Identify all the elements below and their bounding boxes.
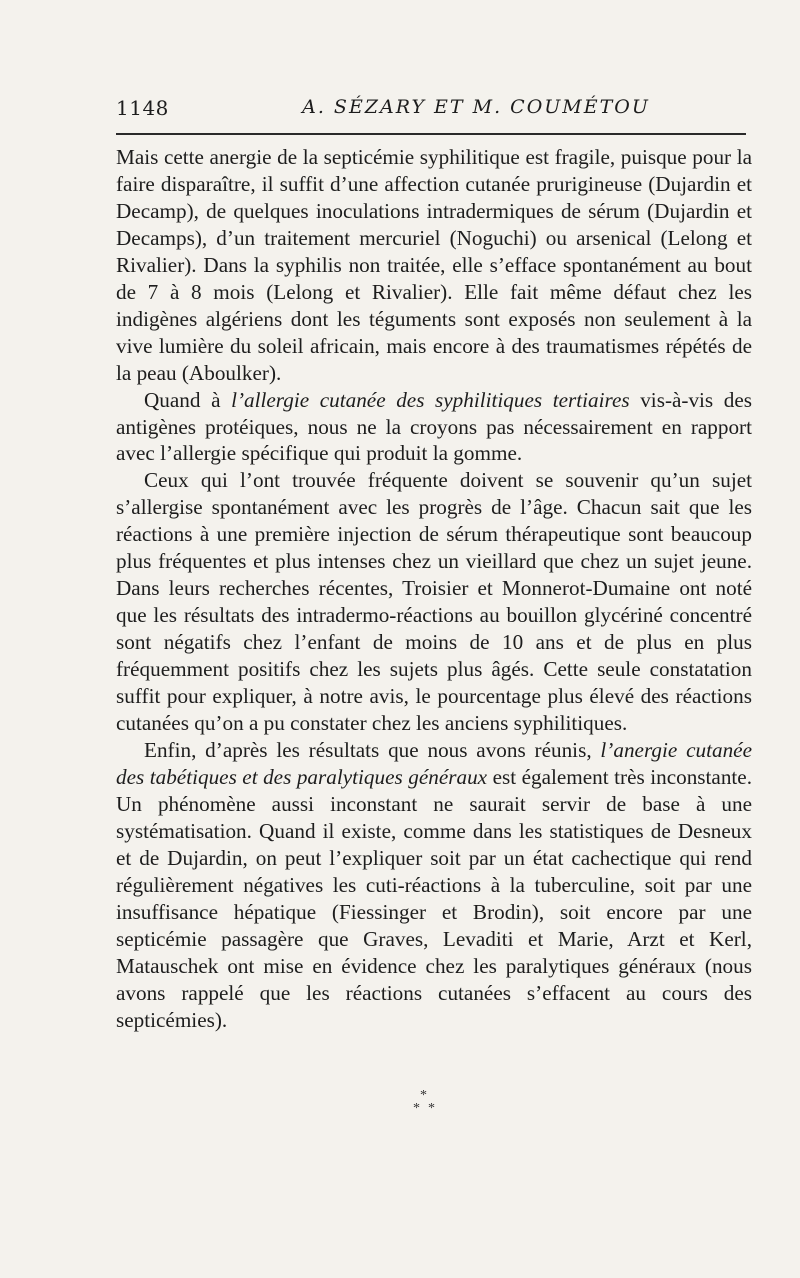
asterism-star-top: * (420, 1088, 427, 1103)
paragraph-4-italic-phrase: l’anergie cutanée des tabétiques et des paralytiques généraux (116, 737, 752, 789)
paragraph-3: Ceux qui l’ont trouvée fréquente doivent se souvenir qu’un sujet s’allergise spontanément avec les progrès de l’âge. Chacun sait que les réactions à une première injection de sérum thérapeutique sont beaucoup plus fréquentes et plus intenses chez un vieillard que chez un sujet jeune. Dans leurs recherches récentes, Troisier et Monnerot-Dumaine ont noté que les résultats des intradermo-réactions au bouillon glycériné concentré sont négatifs chez l’enfant de moins de 10 ans et de plus en plus fréquemment positifs chez les sujets plus âgés. Cette seule constatation suffit pour expliquer, à notre avis, le pourcentage plus élevé des réactions cutanées qu’on a pu constater chez les anciens syphilitiques. (116, 468, 752, 736)
paragraph-2 (116, 387, 752, 468)
paragraph-1: Mais cette anergie de la septicémie syphilitique est fragile, puisque pour la faire disparaître, il suffit d’une affection cutanée prurigineuse (Dujardin et Decamp), de quelques inoculations intradermiques de sérum (Dujardin et Decamps), d’un traitement mercuriel (Noguchi) ou arsenical (Lelong et Rivalier). Dans la syphilis non traitée, elle s’efface spontanément au bout de 7 à 8 mois (Lelong et Rivalier). Elle fait même défaut chez les indigènes algériens dont les téguments sont exposés non seulement à la vive lumière du soleil africain, mais encore à des traumatismes répétés de la peau (Aboulker). (116, 145, 752, 385)
paragraph-2-italic-phrase: l’allergie cutanée des syphilitiques tertiaires (231, 387, 630, 412)
page-number: 1148 (116, 96, 169, 120)
asterism-star-right: * (428, 1101, 435, 1116)
body-text (116, 144, 752, 1033)
running-title: A. SÉZARY ET M. COUMÉTOU (302, 96, 650, 118)
page-header (116, 96, 746, 130)
paragraph-2-rest: vis-à-vis des antigènes protéiques, nous ne la croyons pas nécessairement en rapport avec l’allergie spécifique qui produit la gomme. (116, 387, 753, 466)
header-rule (116, 133, 746, 135)
paragraph-4-rest: est également très inconstante. Un phénomène aussi inconstant ne saurait servir de base à une systématisation. Quand il existe, comme dans les statistiques de Desneux et de Dujardin, on peut l’expliquer soit par un état cachectique qui rend régulièrement négatives les cuti-réactions à la tuberculine, soit par une insuffisance hépatique (Fiessinger et Brodin), soit encore par une septicémie passagère que Graves, Levaditi et Marie, Arzt et Kerl, Matauschek ont mise en évidence chez les paralytiques généraux (nous avons rappelé que les réactions cutanées s’effacent au cours des septicémies). (116, 764, 753, 1032)
asterism (400, 1088, 460, 1128)
paragraph-2-lead: Quand à (144, 387, 232, 412)
asterism-star-left: * (413, 1101, 420, 1116)
paragraph-4-lead: Enfin, d’après les résultats que nous avons réunis, (144, 737, 601, 762)
paragraph-4 (116, 737, 752, 1033)
